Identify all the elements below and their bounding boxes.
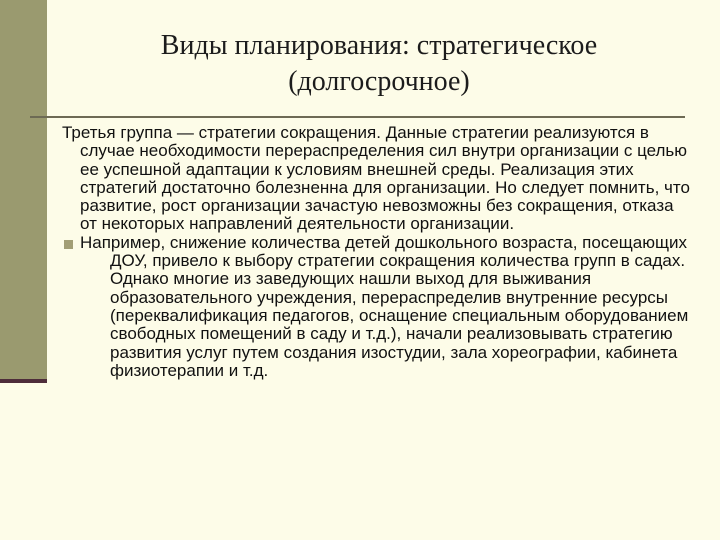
slide-body [62,124,692,380]
slide-title-line-2: (долгосрочное) [288,66,470,97]
title-divider [30,116,685,118]
slide-title [60,28,698,100]
paragraph-reduction-strategies [62,124,692,234]
slide-title-line-1: Виды планирования: стратегическое [160,30,598,61]
bullet-item-text: Например, снижение количества детей дошкольного возраста, посещающих ДОУ, привело к выбору стратегии сокращения количества групп в садах. Однако многие из заведующих нашли выход для выживания образовательного учреждения, перераспределив внутренние ресурсы (переквалификация педагогов, оснащение специальным оборудованием свободных помещений в саду и т.д.), начали реализовывать стратегию развития услуг путем создания изостудии, зала хореографии, кабинета физиотерапии и т.д. [80,232,689,380]
sidebar-accent-bar [0,0,47,382]
sidebar-accent-foot [0,379,47,383]
bullet-item-example [62,234,692,380]
square-bullet-icon [64,240,73,249]
paragraph-text: Третья группа — стратегии сокращения. Данные стратегии реализуются в случае необходимости перераспределения сил внутри организации с целью ее успешной адаптации к условиям внешней среды. Реализация этих стратегий достаточно болезненна для организации. Но следует помнить, что развитие, рост организации зачастую невозможны без сокращения, отказа от некоторых направлений деятельности организации. [62,123,690,234]
